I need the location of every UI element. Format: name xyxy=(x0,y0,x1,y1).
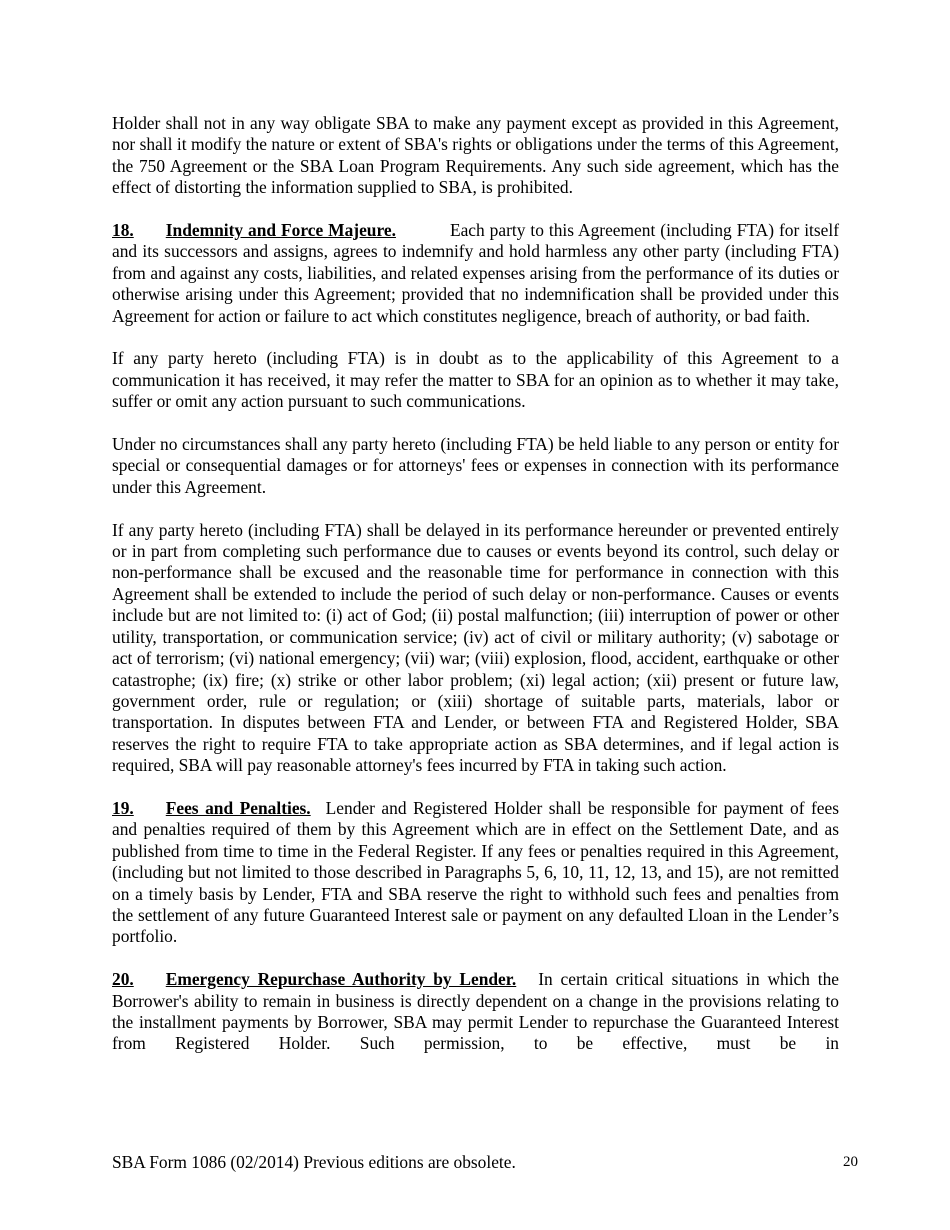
section-18-title: Indemnity and Force Majeure. xyxy=(165,220,396,241)
section-18-number: 18. xyxy=(112,220,134,241)
section-19-paragraph xyxy=(112,798,839,948)
section-18-paragraph-2: If any party hereto (including FTA) is in doubt as to the applicability of this Agreement to a communication it has received, it may refer the matter to SBA for an opinion as to whether it may take, suffer or omit any action pursuant to such communications. xyxy=(112,348,839,412)
section-18-paragraph xyxy=(112,220,839,327)
paragraph-continued: Holder shall not in any way obligate SBA to make any payment except as provided in this Agreement, nor shall it modify the nature or extent of SBA's rights or obligations under the terms of this Agreement, the 750 Agreement or the SBA Loan Program Requirements. Any such side agreement, which has the effect of distorting the information supplied to SBA, is prohibited. xyxy=(112,113,839,198)
section-19-heading xyxy=(112,798,322,818)
section-20-paragraph xyxy=(112,969,839,1055)
page-number: 20 xyxy=(843,1154,858,1170)
section-20-text: In certain critical situations in which the Borrower's ability to remain in business is directly dependent on a change in the provisions relating to the installment payments by Borrower, SBA may permit Lender to repurchase the Guaranteed Interest from Registered Holder. Such permission, to be effective, must be in xyxy=(112,969,839,1054)
form-footer-label: SBA Form 1086 (02/2014) Previous editions are obsolete. xyxy=(112,1152,516,1172)
section-19-text: Lender and Registered Holder shall be responsible for payment of fees and penalties required of them by this Agreement which are in effect on the Settlement Date, and as published from time to time in the Federal Register. If any fees or penalties required in this Agreement, (including but not limited to those described in Paragraphs 5, 6, 10, 11, 12, 13, and 15), are not remitted on a timely basis by Lender, FTA and SBA reserve the right to withhold such fees and penalties from the settlement of any future Guaranteed Interest sale or payment on any defaulted Lloan in the Lender’s portfolio. xyxy=(112,797,840,947)
section-18-heading xyxy=(112,220,418,240)
section-18-text: Each party to this Agreement (including FTA) for itself and its successors and assigns, agrees to indemnify and hold harmless any other party (including FTA) from and against any costs, liabilities, and related expenses arising from the performance of its duties or otherwise arising under this Agreement; provided that no indemnification shall be provided under this Agreement for action or failure to act which constitutes negligence, breach of authority, or bad faith. xyxy=(112,220,839,326)
section-19-number: 19. xyxy=(112,797,134,818)
section-18-paragraph-3: Under no circumstances shall any party hereto (including FTA) be held liable to any person or entity for special or consequential damages or for attorneys' fees or expenses in connection with its performance under this Agreement. xyxy=(112,434,839,497)
section-20-title: Emergency Repurchase Authority by Lender. xyxy=(165,969,517,990)
section-20-heading xyxy=(112,969,534,989)
section-19-title: Fees and Penalties. xyxy=(165,797,311,818)
document-body xyxy=(112,113,839,1055)
section-20-number: 20. xyxy=(112,969,134,990)
section-18-paragraph-4: If any party hereto (including FTA) shall be delayed in its performance hereunder or prevented entirely or in part from completing such performance due to causes or events beyond its control, such delay or non-performance shall be excused and the reasonable time for performance in connection with this Agreement shall be extended to include the period of such delay or non-performance. Causes or events include but are not limited to: (i) act of God; (ii) postal malfunction; (iii) interruption of power or other utility, transportation, or communication service; (iv) act of civil or military authority; (v) sabotage or act of terrorism; (vi) national emergency; (vii) war; (viii) explosion, flood, accident, earthquake or other catastrophe; (ix) fire; (x) strike or other labor problem; (xi) legal action; (xii) present or future law, government order, rule or regulation; or (xiii) shortage of suitable parts, materials, labor or transportation. In disputes between FTA and Lender, or between FTA and Registered Holder, SBA reserves the right to require FTA to take appropriate action as SBA determines, and if legal action is required, SBA will pay reasonable attorney's fees incurred by FTA in taking such action. xyxy=(112,519,839,776)
